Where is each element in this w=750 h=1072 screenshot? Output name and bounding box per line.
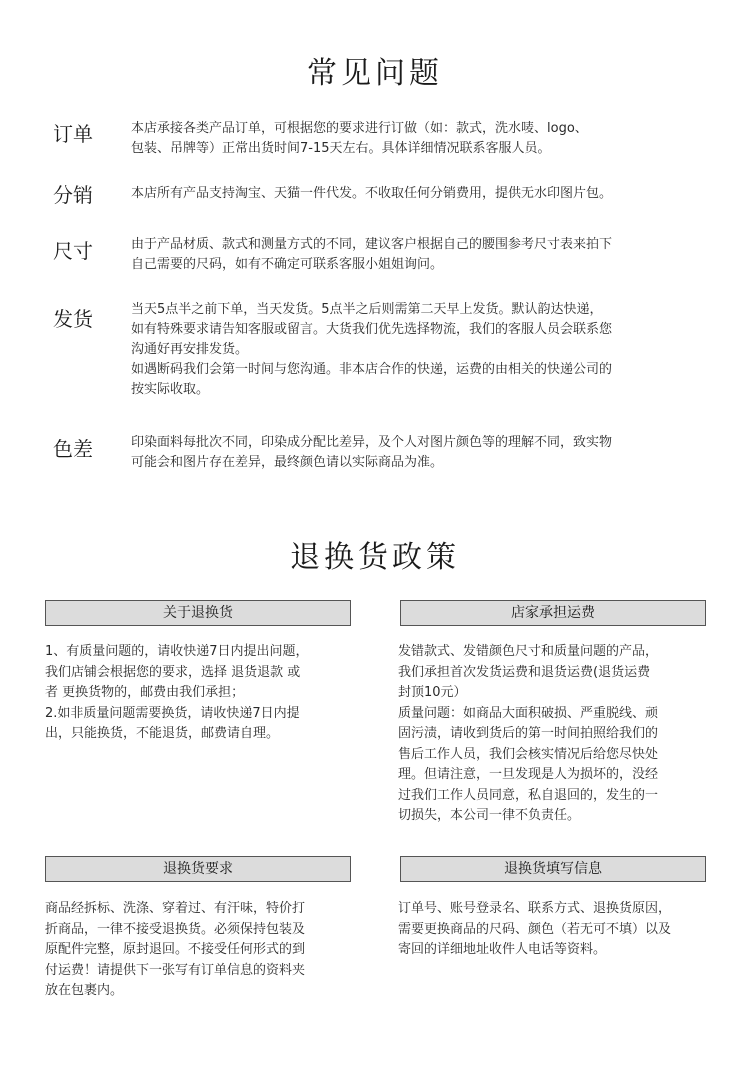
- box-line: 封顶10元）: [398, 685, 467, 700]
- faq-line: 包装、吊牌等）正常出货时间7-15天左右。具体详细情况联系客服人员。: [131, 141, 551, 156]
- box-body-shipping-cost: [398, 642, 708, 827]
- faq-label: 色差: [53, 437, 93, 461]
- box-body-return-requirements: [45, 899, 355, 1002]
- box-header-returns: 关于退换货: [45, 600, 351, 626]
- box-line: 我们店铺会根据您的要求，选择 退货退款 或: [45, 664, 301, 680]
- box-body-returns: [45, 642, 355, 745]
- faq-line: 按实际收取。: [131, 382, 210, 397]
- faq-line: 可能会和图片存在差异，最终颜色请以实际商品为准。: [131, 455, 444, 470]
- faq-line: 当天5点半之前下单，当天发货。5点半之后则需第二天早上发货。默认韵达快递，: [131, 302, 603, 317]
- box-line: 2.如非质量问题需要换货，请收快递7日内提: [45, 705, 300, 721]
- box-line: 过我们工作人员同意，私自退回的，发生的一: [398, 787, 659, 803]
- box-line: 折商品，一律不接受退换货。必须保持包装及: [45, 921, 306, 937]
- faq-line: 本店承接各类产品订单，可根据您的要求进行订做（如：款式，洗水唛、logo、: [131, 121, 588, 136]
- box-line: 商品经拆标、洗涤、穿着过、有汗味，特价打: [45, 901, 306, 916]
- box-line: 放在包裹内。: [45, 983, 124, 998]
- policy-title: 退换货政策: [290, 540, 460, 575]
- box-line: 者 更换货物的，邮费由我们承担；: [45, 685, 245, 700]
- box-header-shipping-cost: 店家承担运费: [400, 600, 706, 626]
- faq-line: 本店所有产品支持淘宝、天猫一件代发。不收取任何分销费用，提供无水印图片包。: [131, 186, 613, 201]
- box-line: 发错款式、发错颜色尺寸和质量问题的产品，: [398, 644, 659, 659]
- box-line: 理。但请注意，一旦发现是人为损坏的，没经: [398, 767, 659, 782]
- box-line: 订单号、账号登录名、联系方式、退换货原因，: [398, 901, 672, 916]
- box-body-return-info: [398, 899, 723, 961]
- box-line: 固污渍，请收到货后的第一时间拍照给我们的: [398, 726, 659, 741]
- faq-text: [131, 184, 721, 204]
- faq-line: 如遇断码我们会第一时间与您沟通。非本店合作的快递，运费的由相关的快递公司的: [131, 362, 613, 377]
- box-line: 质量问题：如商品大面积破损、严重脱线、顽: [398, 705, 659, 721]
- faq-title: 常见问题: [307, 56, 443, 91]
- faq-label: 分销: [53, 183, 93, 207]
- faq-text: [131, 300, 721, 400]
- faq-label: 订单: [53, 122, 93, 146]
- box-line: 需要更换商品的尺码、颜色（若无可不填）以及: [398, 921, 672, 937]
- box-header-return-requirements: 退换货要求: [45, 856, 351, 882]
- faq-line: 由于产品材质、款式和测量方式的不同，建议客户根据自己的腰围参考尺寸表来拍下: [131, 237, 613, 252]
- faq-text: [131, 433, 721, 473]
- faq-text: [131, 119, 721, 159]
- faq-line: 如有特殊要求请告知客服或留言。大货我们优先选择物流，我们的客服人员会联系您: [131, 322, 613, 337]
- faq-line: 印染面料每批次不同，印染成分配比差异，及个人对图片颜色等的理解不同，致实物: [131, 435, 613, 450]
- faq-text: [131, 235, 721, 275]
- box-line: 付运费！请提供下一张写有订单信息的资料夹: [45, 962, 306, 978]
- box-line: 1、有质量问题的，请收快递7日内提出问题，: [45, 644, 309, 659]
- box-line: 寄回的详细地址收件人电话等资料。: [398, 942, 607, 957]
- box-header-return-info: 退换货填写信息: [400, 856, 706, 882]
- faq-label: 发货: [53, 307, 93, 331]
- faq-label: 尺寸: [53, 239, 93, 263]
- box-line: 我们承担首次发货运费和退货运费(退货运费: [398, 664, 651, 680]
- box-line: 出，只能换货，不能退货，邮费请自理。: [45, 726, 280, 741]
- faq-line: 沟通好再安排发货。: [131, 342, 249, 357]
- box-line: 售后工作人员，我们会核实情况后给您尽快处: [398, 746, 659, 762]
- box-line: 原配件完整，原封退回。不接受任何形式的到: [45, 942, 306, 957]
- box-line: 切损失，本公司一律不负责任。: [398, 808, 581, 823]
- faq-line: 自己需要的尺码，如有不确定可联系客服小姐姐询问。: [131, 257, 444, 272]
